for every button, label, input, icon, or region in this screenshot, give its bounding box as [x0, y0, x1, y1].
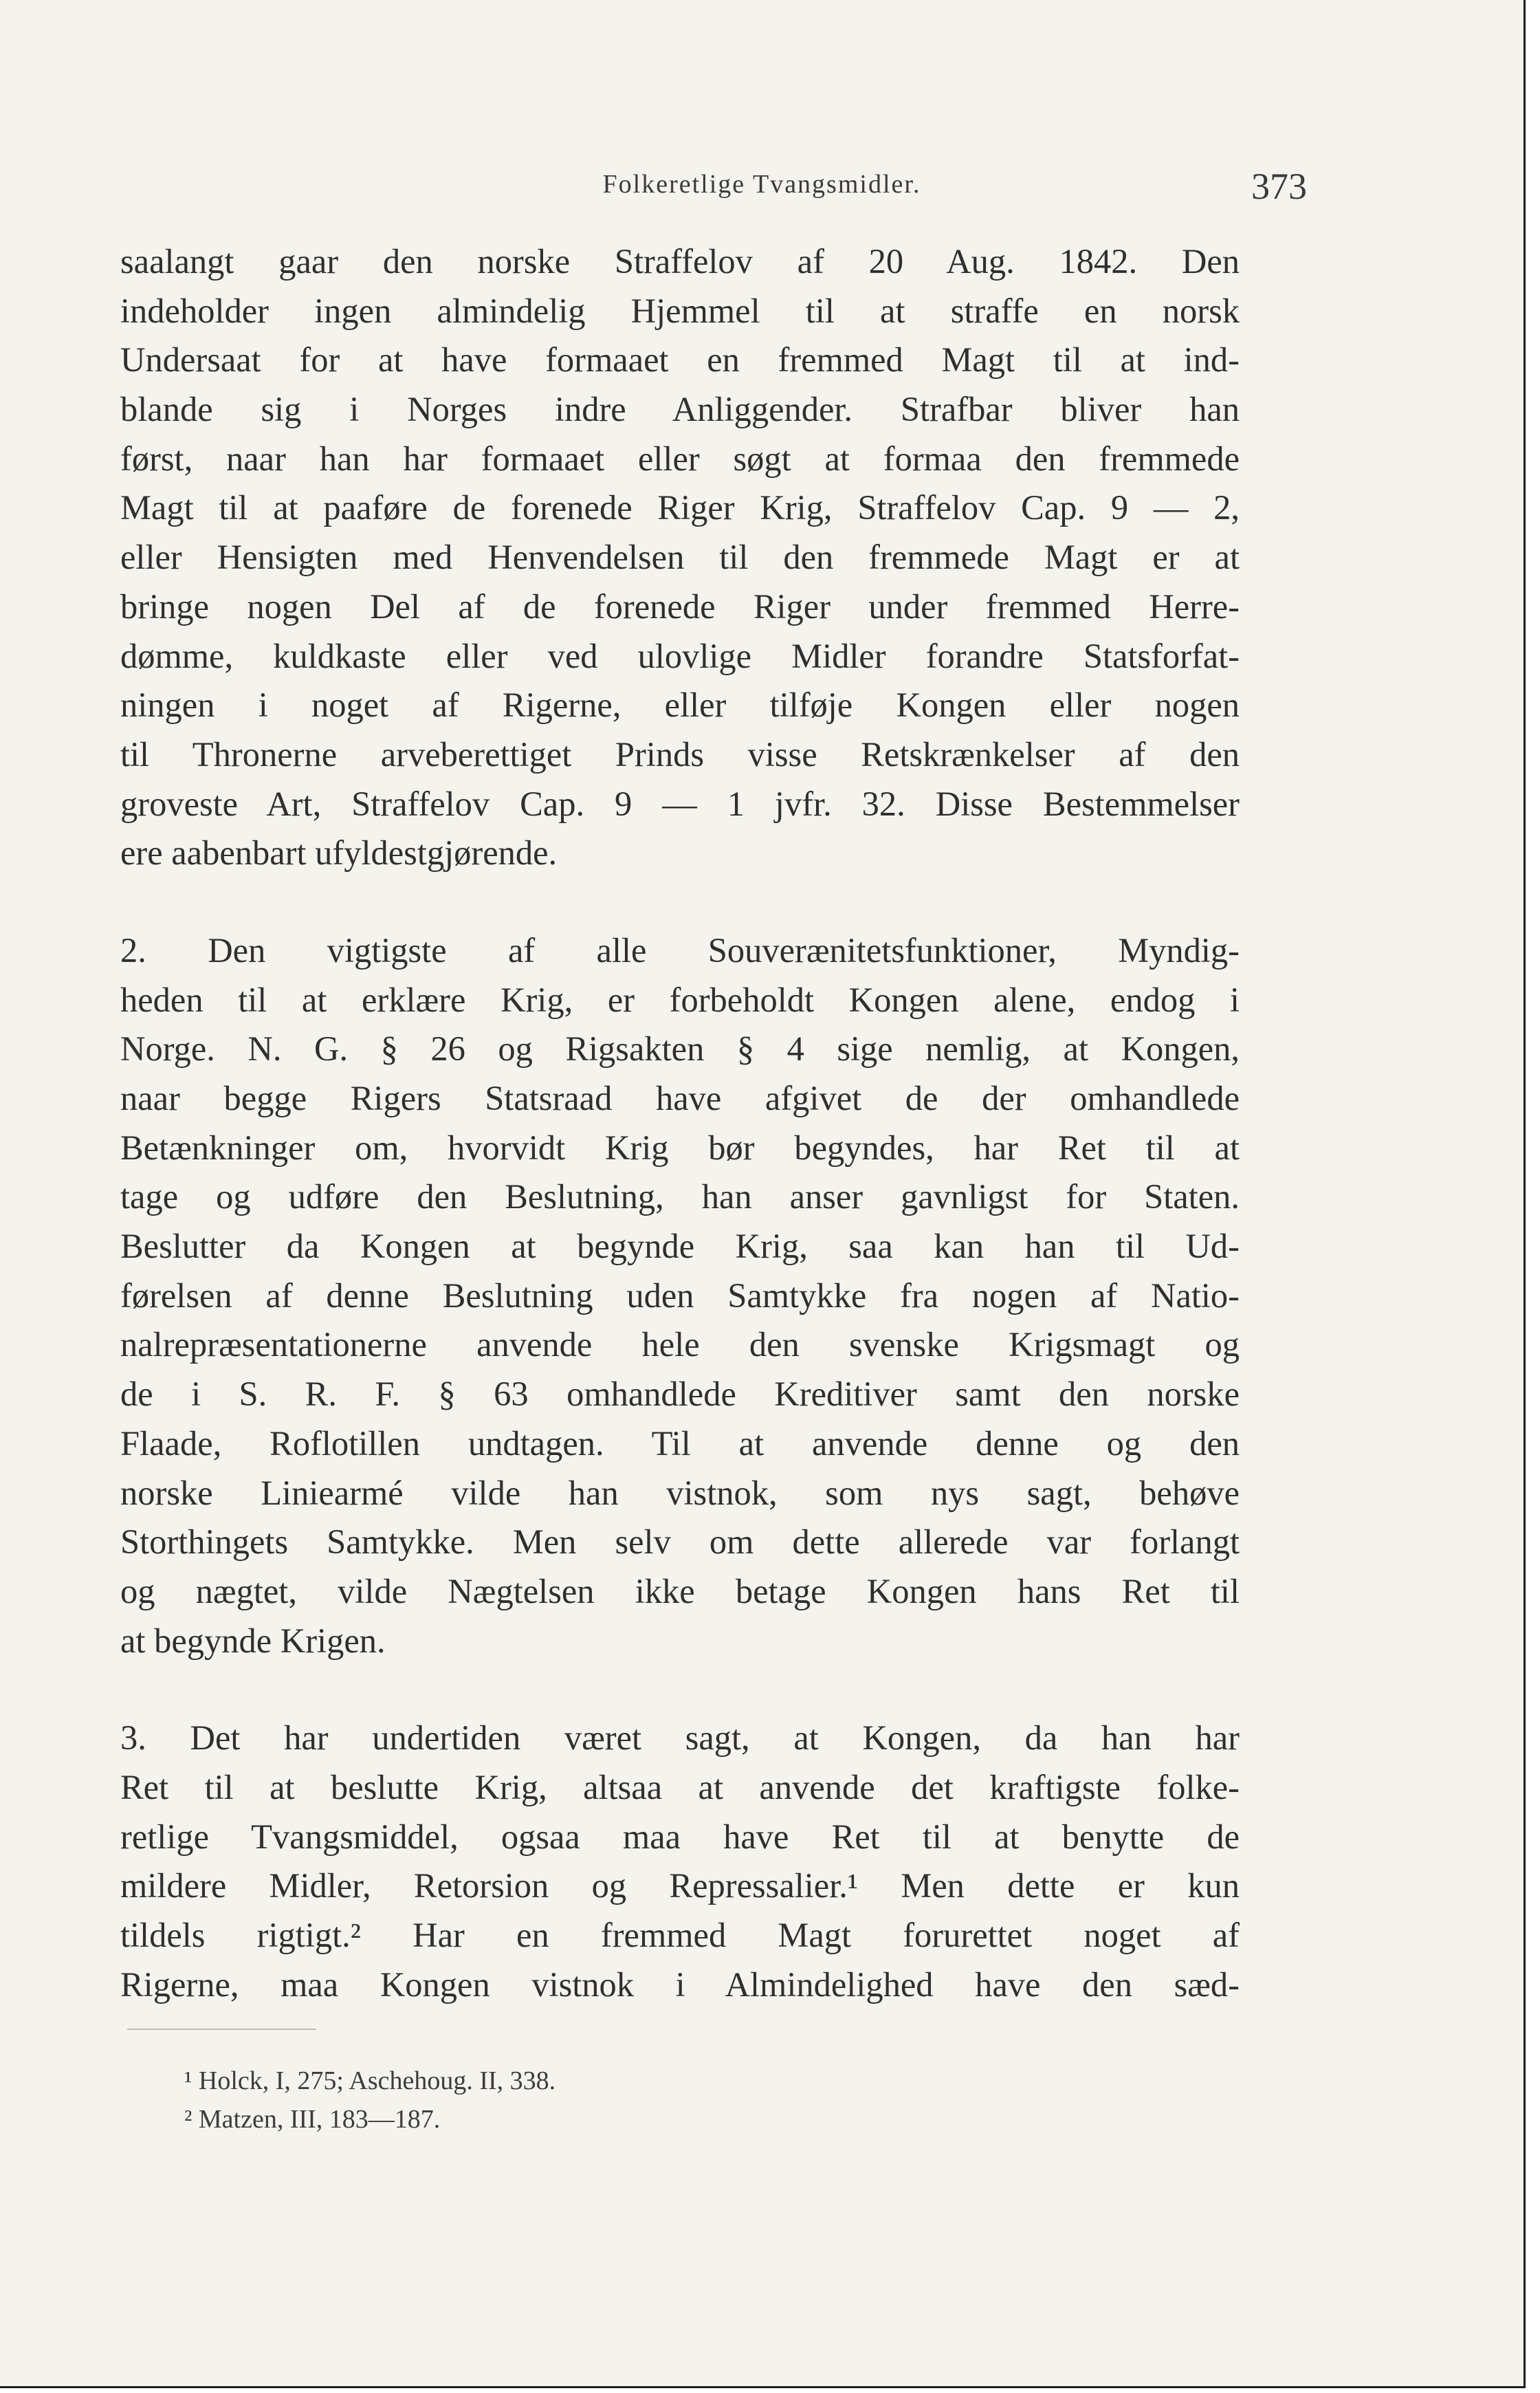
- text-line: eller Hensigten med Henvendelsen til den fremmede Magt er at: [120, 538, 1240, 577]
- text-line: førelsen af denne Beslutning uden Samtykke fra nogen af Natio-: [120, 1276, 1240, 1315]
- text-line: til Thronerne arveberettiget Prinds visse Retskrænkelser af den: [120, 734, 1240, 774]
- text-line: Flaade, Roflotillen undtagen. Til at anvende denne og den: [120, 1423, 1240, 1463]
- text-line: 2. Den vigtigste af alle Souverænitetsfunktioner, Myndig-: [120, 930, 1240, 970]
- footnote-1: ¹ Holck, I, 275; Aschehoug. II, 338.: [184, 2066, 556, 2095]
- text-line: bringe nogen Del af de forenede Riger under fremmed Herre-: [120, 587, 1240, 626]
- paragraph-2: [120, 926, 1240, 1665]
- text-line: Rigerne, maa Kongen vistnok i Almindelighed have den sæd-: [120, 1965, 1240, 2004]
- text-line: dømme, kuldkaste eller ved ulovlige Midler forandre Statsforfat-: [120, 636, 1240, 675]
- page-number: 373: [1251, 166, 1307, 207]
- text-line: indeholder ingen almindelig Hjemmel til at straffe en norsk: [120, 291, 1240, 330]
- text-line: norske Liniearmé vilde han vistnok, som nys sagt, behøve: [120, 1473, 1240, 1512]
- text-line: ningen i noget af Rigerne, eller tilføje Kongen eller nogen: [120, 686, 1240, 725]
- text-line: blande sig i Norges indre Anliggender. Strafbar bliver han: [120, 390, 1240, 429]
- text-line: at begynde Krigen.: [120, 1621, 386, 1660]
- text-line: saalangt gaar den norske Straffelov af 20 Aug. 1842. Den: [120, 242, 1240, 281]
- paragraph-1: [120, 237, 1240, 878]
- text-line: Norge. N. G. § 26 og Rigsakten § 4 sige nemlig, at Kongen,: [120, 1029, 1240, 1069]
- text-line: Ret til at beslutte Krig, altsaa at anvende det kraftigste folke-: [120, 1767, 1240, 1806]
- text-line: naar begge Rigers Statsraad have afgivet de der omhandlede: [120, 1079, 1240, 1117]
- text-line: 3. Det har undertiden været sagt, at Kongen, da han har: [120, 1718, 1240, 1758]
- footnote-2: ² Matzen, III, 183—187.: [184, 2105, 441, 2134]
- running-head: Folkeretlige Tvangsmidler.: [602, 170, 921, 199]
- paragraph-3: [120, 1714, 1240, 2009]
- text-line: groveste Art, Straffelov Cap. 9 — 1 jvfr. 32. Disse Bestemmelser: [120, 784, 1240, 823]
- text-line: Magt til at paaføre de forenede Riger Krig, Straffelov Cap. 9 — 2,: [120, 488, 1240, 527]
- text-line: de i S. R. F. § 63 omhandlede Kreditiver samt den norske: [120, 1375, 1240, 1414]
- text-line: Beslutter da Kongen at begynde Krig, saa kan han til Ud-: [120, 1227, 1240, 1266]
- text-line: nalrepræsentationerne anvende hele den svenske Krigsmagt og: [120, 1325, 1240, 1364]
- text-line: Undersaat for at have formaaet en fremmed Magt til at ind-: [120, 340, 1240, 380]
- text-line: retlige Tvangsmiddel, ogsaa maa have Ret til at benytte de: [120, 1817, 1240, 1856]
- paragraph-gap: [120, 878, 1240, 926]
- footnote-separator: [127, 2029, 316, 2030]
- text-line: tildels rigtigt.² Har en fremmed Magt forurettet noget af: [120, 1916, 1240, 1954]
- text-line: heden til at erklære Krig, er forbeholdt Kongen alene, endog i: [120, 980, 1240, 1019]
- body-text: [120, 237, 1240, 2009]
- text-line: og nægtet, vilde Nægtelsen ikke betage Kongen hans Ret til: [120, 1571, 1240, 1610]
- text-line: tage og udføre den Beslutning, han anser gavnligst for Staten.: [120, 1177, 1240, 1216]
- footnotes: [184, 2062, 556, 2139]
- text-line: mildere Midler, Retorsion og Repressalier.¹ Men dette er kun: [120, 1866, 1240, 1905]
- text-line: Storthingets Samtykke. Men selv om dette allerede var forlangt: [120, 1522, 1240, 1562]
- paragraph-gap: [120, 1665, 1240, 1714]
- text-line: først, naar han har formaaet eller søgt at formaa den fremmede: [120, 439, 1240, 478]
- text-line: Betænkninger om, hvorvidt Krig bør begyndes, har Ret til at: [120, 1128, 1240, 1167]
- text-line: ere aabenbart ufyldestgjørende.: [120, 833, 558, 873]
